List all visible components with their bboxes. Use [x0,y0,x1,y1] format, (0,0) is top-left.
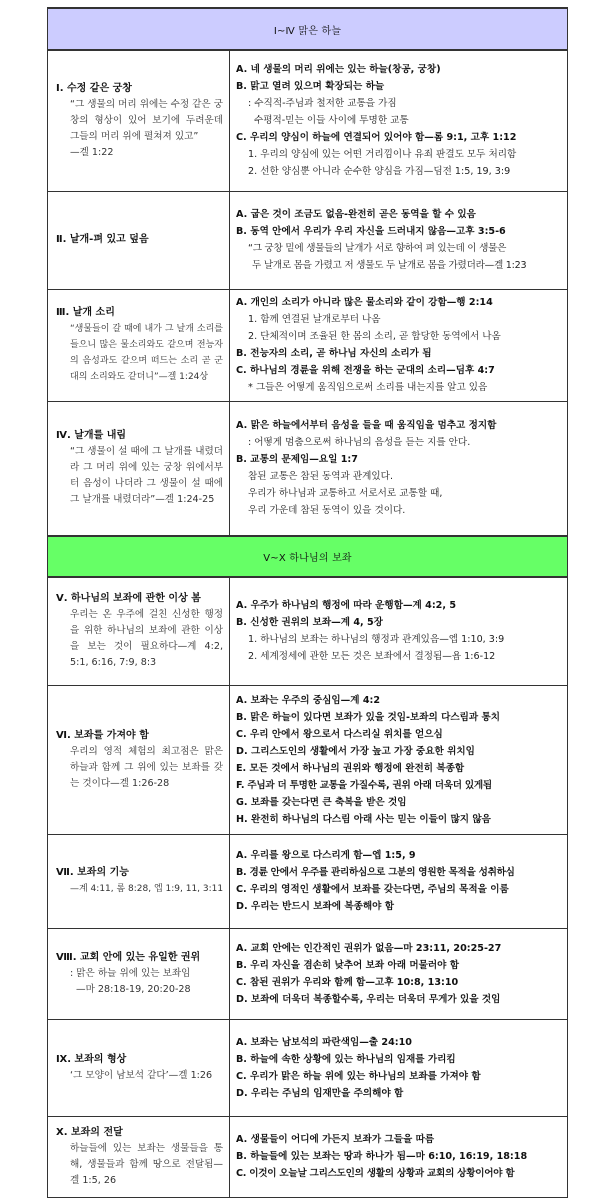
point-heading-cell [48,834,230,928]
outline-row [48,1019,568,1116]
point-details-cell [230,1116,568,1197]
outline-row [48,401,568,536]
point-title: Ⅰ. 수정 같은 궁창 [56,82,132,94]
point-scripture: 우리는 온 우주에 걸친 신성한 행정을 위한 하나님의 보좌에 관한 이상을 보는 것이 필요하다—계 4:2, 5:1, 6:16, 7:9, 8:3 [70,609,223,669]
point-reference: —겔 1:22 [70,146,114,158]
point-heading-cell [48,577,230,685]
point-title: Ⅴ. 하나님의 보좌에 관한 이상 봄 [56,593,201,605]
point-details-cell [230,577,568,685]
point-title: Ⅱ. 날개-펴 있고 덮음 [56,234,149,245]
detail-line: B. 하늘에 속한 상황에 있는 하나님의 임재를 가리킴 [236,1053,456,1065]
point-scripture: “그 생물의 머리 위에는 수정 같은 궁창의 형상이 있어 보기에 두려운데 그들의 머리 위에 펼쳐져 있고” [70,98,224,142]
point-reference: —마 28:18-19, 20:20-28 [76,983,191,995]
detail-line: C. 이것이 오늘날 그리스도인의 생활의 상황과 교회의 상황이어야 함 [236,1168,515,1179]
point-scripture: : 맑은 하늘 위에 있는 보좌임 [70,967,191,979]
outline-row [48,289,568,401]
detail-line: B. 경륜 안에서 우주를 관리하심으로 그분의 영원한 목적을 성취하심 [236,867,515,878]
point-heading-cell [48,685,230,834]
section-header-clear-heaven [48,8,568,50]
outline-row [48,834,568,928]
detail-line: C. 하나님의 경륜을 위해 전쟁을 하는 군대의 소리—딤후 4:7 [236,365,495,376]
point-details-cell [230,50,568,191]
detail-line: 1. 우리의 양심에 있는 어떤 거리낌이나 유죄 판결도 모두 처리함 [248,149,517,161]
detail-line: A. 굽은 것이 조금도 없음-완전히 곧은 동역을 할 수 있음 [236,209,476,220]
detail-line: 우리 가운데 참된 동역이 있을 것이다. [248,505,406,517]
point-details-cell [230,401,568,536]
detail-line: A. 생물들이 어디에 가든지 보좌가 그들을 따름 [236,1134,435,1145]
detail-line: 두 날개로 몸을 가렸고 저 생물도 두 날개로 몸을 가렸더라—겔 1:23 [252,260,527,271]
point-heading-cell [48,401,230,536]
point-title: Ⅶ. 보좌의 기능 [56,867,129,878]
detail-line: 2. 세계정세에 관한 모든 것은 보좌에서 결정됨—욥 1:6-12 [248,651,496,663]
point-heading-cell [48,191,230,289]
detail-line: E. 모든 것에서 하나님의 권위와 행정에 완전히 복종함 [236,762,465,774]
point-scripture: ‘그 모양이 남보석 같다’—겔 1:26 [70,1069,213,1081]
detail-line: B. 하늘들에 있는 보좌는 땅과 하나가 됨—마 6:10, 16:19, 18:18 [236,1151,528,1162]
detail-line: 1. 하나님의 보좌는 하나님의 행정과 관계있음—엡 1:10, 3:9 [248,634,505,646]
detail-line: B. 맑은 하늘이 있다면 보좌가 있을 것임-보좌의 다스림과 통치 [236,711,501,723]
detail-line: : 어떻게 멈춤으로써 하나님의 음성을 듣는 지를 안다. [248,437,471,449]
detail-line: C. 우리의 양심이 하늘에 연결되어 있어야 함—롬 9:1, 고후 1:12 [236,132,517,144]
outline-row [48,685,568,834]
detail-line: 우리가 하나님과 교통하고 서로서로 교통할 때, [248,488,443,500]
detail-line: H. 완전히 하나님의 다스림 아래 사는 믿는 이들이 많지 않음 [236,813,491,825]
detail-line: A. 교회 안에는 인간적인 권위가 없음—마 23:11, 20:25-27 [236,942,502,954]
outline-table [47,7,568,1198]
section-header-throne-of-god [48,536,568,577]
point-details-cell [230,289,568,401]
detail-line: B. 우리 자신을 겸손히 낮추어 보좌 아래 머물러야 함 [236,959,460,971]
point-title: Ⅸ. 보좌의 형상 [56,1053,127,1065]
detail-line: A. 맑은 하늘에서부터 음성을 들을 때 움직임을 멈추고 정지함 [236,420,497,432]
detail-line: 수평적-믿는 이들 사이에 투명한 교통 [254,115,409,127]
detail-line: 1. 함께 연결된 날개로부터 나옴 [248,314,381,325]
point-title: Ⅹ. 보좌의 전달 [56,1126,123,1138]
detail-line: * 그들은 어떻게 움직임으로써 소리를 내는지를 알고 있음 [248,382,488,393]
detail-line: B. 전능자의 소리, 곧 하나님 자신의 소리가 됨 [236,348,432,359]
detail-line: 2. 단체적이며 조율된 한 몸의 소리, 곧 합당한 동역에서 나옴 [248,331,501,342]
point-details-cell [230,685,568,834]
detail-line: C. 우리가 맑은 하늘 위에 있는 하나님의 보좌를 가져야 함 [236,1070,481,1082]
point-heading-cell [48,928,230,1019]
point-details-cell [230,191,568,289]
detail-line: B. 동역 안에서 우리가 우리 자신을 드러내지 않음—고후 3:5-6 [236,226,506,237]
point-scripture: “생물들이 갈 때에 내가 그 날개 소리를 들으니 많은 물소리와도 같으며 전능자의 음성과도 같으며 떠드는 소리 곧 군대의 소리와도 같더니”—겔 1:24상 [70,324,223,382]
point-title: Ⅲ. 날개 소리 [56,307,115,318]
detail-line: A. 개인의 소리가 아니라 많은 물소리와 같이 강함—행 2:14 [236,297,493,308]
point-title: Ⅷ. 교회 안에 있는 유일한 권위 [56,951,201,963]
detail-line: C. 우리의 영적인 생활에서 보좌를 갖는다면, 주님의 목적을 이룸 [236,884,509,895]
detail-line: A. 보좌는 남보석의 파란색임—출 24:10 [236,1036,412,1048]
section-title: Ⅴ~Ⅹ 하나님의 보좌 [263,553,352,564]
detail-line: “그 궁창 밑에 생물들의 날개가 서로 향하여 펴 있는데 이 생물은 [248,243,507,254]
detail-line: 참된 교통은 참된 동역과 관계있다. [248,471,393,483]
point-scripture: 우리의 영적 체험의 최고점은 맑은 하늘과 함께 그 위에 있는 보좌를 갖는 것이다—겔 1:26-28 [70,745,223,789]
detail-line: : 수직적-주님과 철저한 교통을 가짐 [248,98,397,110]
point-reference: —계 4:11, 롬 8:28, 엡 1:9, 11, 3:11 [70,884,224,894]
point-scripture: “그 생물이 설 때에 그 날개를 내렸더라 그 머리 위에 있는 궁창 위에서부터 음성이 나더라 그 생물이 설 때에 그 날개를 내렸더라”—겔 1:24-25 [70,446,224,506]
section-title: Ⅰ~Ⅳ 맑은 하늘 [273,25,342,37]
outline-row [48,50,568,191]
detail-line: A. 우주가 하나님의 행정에 따라 운행함—계 4:2, 5 [236,600,457,612]
detail-line: A. 우리를 왕으로 다스리게 함—엡 1:5, 9 [236,850,416,861]
detail-line: C. 우리 안에서 왕으로서 다스리실 위치를 얻으심 [236,728,443,740]
point-heading-cell [48,50,230,191]
detail-line: D. 우리는 주님의 임재만을 주의해야 함 [236,1087,404,1099]
detail-line: C. 참된 권위가 우리와 함께 함—고후 10:8, 13:10 [236,976,459,988]
point-heading-cell [48,1019,230,1116]
detail-line: 2. 선한 양심뿐 아니라 순수한 양심을 가짐—딤전 1:5, 19, 3:9 [248,166,511,178]
point-heading-cell [48,1116,230,1197]
detail-line: D. 그리스도인의 생활에서 가장 높고 가장 중요한 위치임 [236,745,475,757]
detail-line: D. 우리는 반드시 보좌에 복종해야 함 [236,901,395,912]
detail-line: B. 맑고 열려 있으며 확장되는 하늘 [236,81,385,93]
outline-row [48,191,568,289]
point-details-cell [230,928,568,1019]
point-details-cell [230,1019,568,1116]
detail-line: A. 보좌는 우주의 중심임—계 4:2 [236,694,381,706]
outline-row [48,928,568,1019]
detail-line: G. 보좌를 갖는다면 큰 축복을 받은 것임 [236,796,407,808]
detail-line: F. 주님과 더 투명한 교통을 가질수록, 권위 아래 더욱더 있게됨 [236,779,492,791]
point-scripture: 하늘들에 있는 보좌는 생물들을 통해, 생물들과 함께 땅으로 전달됨—겔 1:5, 26 [70,1142,223,1186]
detail-line: D. 보좌에 더욱더 복종할수록, 우리는 더욱더 무게가 있을 것임 [236,993,501,1005]
outline-row [48,1116,568,1197]
point-title: Ⅳ. 날개를 내림 [56,430,127,442]
detail-line: A. 네 생물의 머리 위에는 있는 하늘(창공, 궁창) [236,64,441,76]
outline-row [48,577,568,685]
point-title: Ⅵ. 보좌를 가져야 함 [56,729,149,741]
point-details-cell [230,834,568,928]
detail-line: B. 신성한 권위의 보좌—계 4, 5장 [236,617,383,629]
detail-line: B. 교통의 문제임—요일 1:7 [236,454,358,466]
point-heading-cell [48,289,230,401]
